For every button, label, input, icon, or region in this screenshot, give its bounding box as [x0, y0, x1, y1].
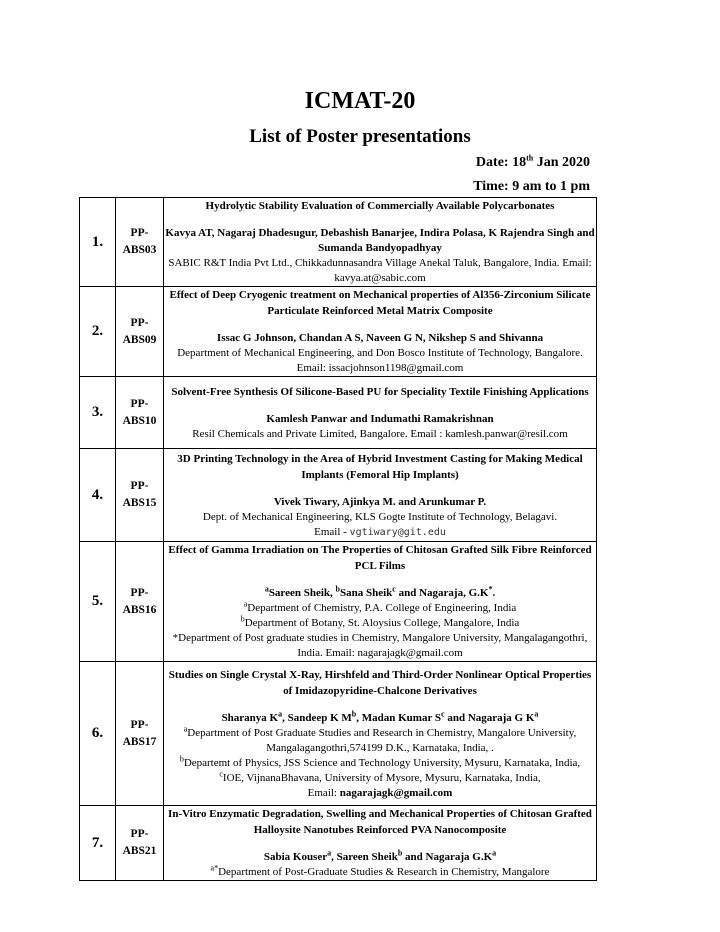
poster-affiliation: Resil Chemicals and Private Limited, Bangalore. Email : kamlesh.panwar@resil.com: [192, 427, 568, 440]
row-number: 2.: [80, 287, 116, 377]
abstract-code: [116, 806, 164, 881]
poster-title: Effect of Gamma Irradiation on The Properties of Chitosan Grafted Silk Fibre Reinforced PCL Films: [168, 544, 592, 572]
aff-sup: c: [219, 768, 223, 778]
author-name: , Sareen Sheik: [331, 851, 398, 863]
aff-sup: a: [243, 599, 248, 609]
code-prefix: PP-: [130, 586, 149, 599]
author-sup: *: [488, 584, 493, 594]
author-name: and Nagaraja G.K: [402, 851, 493, 863]
row-number: 3.: [80, 377, 116, 449]
table-row: [80, 542, 597, 662]
author-sup: a: [278, 708, 283, 718]
poster-title: Hydrolytic Stability Evaluation of Commercially Available Polycarbonates: [205, 200, 555, 212]
email-label: Email:: [307, 786, 340, 799]
aff-text: Department of Chemistry, P.A. College of Engineering, India: [247, 602, 517, 614]
poster-affiliation: [164, 601, 596, 616]
code-id: ABS10: [122, 414, 157, 427]
row-number: 4.: [80, 449, 116, 542]
poster-authors: Issac G Johnson, Chandan A S, Naveen G N, Nikshep S and Shivanna: [216, 332, 544, 344]
table-row: [80, 377, 597, 449]
author-sup: a: [264, 584, 269, 594]
event-time: Time: 9 am to 1 pm: [473, 179, 590, 194]
code-id: ABS15: [122, 497, 157, 509]
abstract-code: [116, 449, 164, 542]
abstract-code: [116, 198, 164, 287]
poster-affiliation: SABIC R&T India Pvt Ltd., Chikkadunnasandra Village Anekal Taluk, Bangalore, India. Email: kavya.at@sabic.com: [168, 257, 592, 284]
poster-title: Solvent-Free Synthesis Of Silicone-Based PU for Speciality Textile Finishing Applications: [171, 385, 589, 398]
poster-authors: Kavya AT, Nagaraj Dhadesugur, Debashish Banarjee, Indira Polasa, K Rajendra Singh and Sumanda Bandyopadhyay: [165, 227, 595, 254]
poster-details: [164, 449, 597, 542]
abstract-code: [116, 662, 164, 806]
row-number: 6.: [80, 662, 116, 806]
code-id: ABS17: [122, 735, 157, 748]
code-id: ABS09: [122, 333, 157, 346]
author-name: Sareen Sheik,: [268, 587, 336, 599]
poster-email-line: [164, 525, 596, 540]
author-name: and Nagaraja G K: [444, 711, 535, 724]
poster-details: [164, 198, 597, 287]
code-prefix: PP-: [130, 718, 149, 731]
date-label: Date: 18: [475, 155, 527, 170]
aff-text: IOE, VijnanaBhavana, University of Mysore, Mysuru, Karnataka, India,: [222, 771, 541, 784]
poster-affiliation: [164, 616, 596, 631]
author-sup: a: [492, 848, 497, 858]
code-id: ABS16: [122, 603, 157, 616]
author-end: .: [492, 587, 496, 599]
code-prefix: PP-: [130, 316, 149, 329]
aff-text: Department of Post-Graduate Studies & Research in Chemistry, Mangalore: [218, 866, 550, 878]
code-prefix: PP-: [130, 397, 149, 410]
poster-affiliation: [164, 768, 596, 786]
poster-title: 3D Printing Technology in the Area of Hybrid Investment Casting for Making Medical Implants (Femoral Hip Implants): [177, 452, 583, 481]
poster-authors: Vivek Tiwary, Ajinkya M. and Arunkumar P.: [273, 495, 487, 508]
aff-text: Department of Post Graduate Studies and Research in Chemistry, Mangalore University, Mangalagangothri,574199 D.K., Karnataka, India, .: [187, 726, 577, 754]
poster-authors: Kamlesh Panwar and Indumathi Ramakrishnan: [266, 412, 494, 425]
aff-sup: a*: [210, 863, 219, 873]
code-prefix: PP-: [130, 828, 149, 840]
poster-table: [79, 197, 597, 881]
code-id: ABS03: [122, 244, 157, 256]
abstract-code: [116, 377, 164, 449]
poster-email: vgtiwary@git.edu: [349, 526, 446, 538]
code-id: ABS21: [122, 845, 157, 857]
poster-affiliation: [164, 865, 596, 880]
author-name: Sana Sheik: [340, 587, 393, 599]
poster-title: Studies on Single Crystal X-Ray, Hirshfeld and Third-Order Nonlinear Optical Properties of Imidazopyridine-Chalcone Derivatives: [168, 668, 592, 697]
email-label: Email -: [314, 525, 350, 538]
poster-authors: [164, 586, 596, 601]
table-row: [80, 806, 597, 881]
author-sup: b: [351, 708, 357, 718]
page-title: ICMAT-20: [304, 88, 416, 114]
author-name: , Madan Kumar S: [356, 711, 442, 724]
code-prefix: PP-: [130, 227, 149, 239]
poster-email: nagarajagk@gmail.com: [339, 786, 453, 799]
poster-affiliation: Dept. of Mechanical Engineering, KLS Gogte Institute of Technology, Belagavi.: [202, 510, 558, 523]
aff-text: Department of Botany, St. Aloysius College, Mangalore, India: [244, 617, 520, 629]
poster-affiliation: [164, 723, 596, 756]
poster-details: [164, 806, 597, 881]
poster-affiliation: Department of Mechanical Engineering, and Don Bosco Institute of Technology, Bangalore. Email: issacjohnson1198@gmail.com: [177, 347, 583, 374]
aff-sup: a: [183, 723, 188, 733]
page-subtitle: List of Poster presentations: [249, 126, 471, 147]
code-prefix: PP-: [130, 480, 149, 492]
author-sup: c: [441, 708, 445, 718]
abstract-code: [116, 542, 164, 662]
poster-affiliation: [164, 753, 596, 771]
author-sup: a: [534, 708, 539, 718]
author-name: and Nagaraja, G.K: [395, 587, 489, 599]
table-row: [80, 662, 597, 806]
table-row: [80, 287, 597, 377]
aff-text: Departemt of Physics, JSS Science and Technology University, Mysuru, Karnataka, India,: [183, 756, 581, 769]
author-name: , Sandeep K M: [282, 711, 352, 724]
author-sup: b: [335, 584, 340, 594]
poster-details: [164, 287, 597, 377]
date-rest: Jan 2020: [533, 155, 590, 170]
date-superscript: th: [526, 153, 534, 163]
aff-sup: b: [179, 753, 184, 763]
row-number: 5.: [80, 542, 116, 662]
poster-details: [164, 542, 597, 662]
poster-title: Effect of Deep Cryogenic treatment on Mechanical properties of Al356-Zirconium Silicate Particulate Reinforced Metal Matrix Composite: [169, 289, 591, 317]
poster-details: [164, 377, 597, 449]
row-number: 7.: [80, 806, 116, 881]
author-sup: a: [327, 848, 332, 858]
author-name: Sharanya K: [221, 711, 279, 724]
row-number: 1.: [80, 198, 116, 287]
abstract-code: [116, 287, 164, 377]
table-row: [80, 449, 597, 542]
poster-affiliation: *Department of Post graduate studies in Chemistry, Mangalore University, Mangalagangothri, India. Email: nagarajagk@gmail.com: [172, 632, 588, 659]
event-date: [476, 155, 590, 171]
poster-authors: [164, 708, 596, 726]
poster-title: In-Vitro Enzymatic Degradation, Swelling and Mechanical Properties of Chitosan Grafted Halloysite Nanotubes Reinforced PVA Nanocomposite: [168, 808, 592, 836]
author-sup: b: [397, 848, 403, 858]
aff-sup: b: [240, 614, 245, 624]
author-sup: c: [392, 584, 396, 594]
author-name: Sabia Kouser: [263, 851, 328, 863]
poster-authors: [164, 850, 596, 865]
table-row: [80, 198, 597, 287]
poster-email-line: [164, 786, 596, 801]
poster-details: [164, 662, 597, 806]
